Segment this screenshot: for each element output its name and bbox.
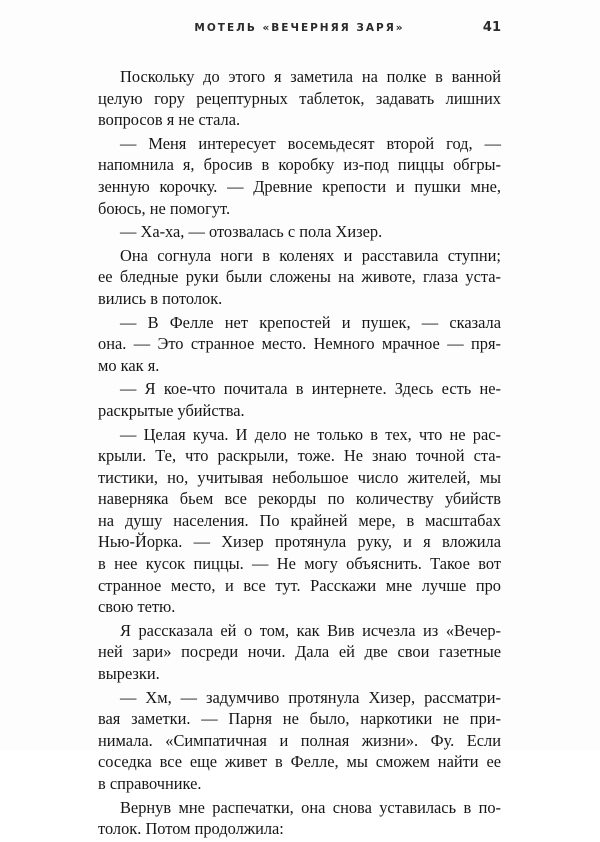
text-line: раскрытые убийства.: [98, 400, 245, 420]
paragraph: [98, 66, 501, 131]
text-line: Поскольку до этого я заметила на полке в ванной: [120, 67, 501, 86]
text-line: крыли. Те, что раскрыли, тоже. Не знаю точной ста-: [98, 446, 501, 466]
text-line: вырезки.: [98, 664, 160, 684]
page-header: [98, 20, 501, 42]
text-line: вая заметки. — Парня не было, наркотики не при-: [98, 709, 501, 729]
text-line: Вернув мне распечатки, она снова уставилась в по-: [120, 797, 501, 817]
text-line: она. — Это странное место. Немного мрачное — пря-: [98, 334, 501, 354]
paragraph: [98, 378, 501, 421]
text-line: вопросов я не стала.: [98, 110, 241, 130]
text-line: наверняка бьем все рекорды по количеству убийств: [98, 489, 501, 509]
paragraph: [98, 133, 501, 219]
text-line: тистики, но, учитывая небольшое число жителей, мы: [98, 467, 501, 487]
body-text: [98, 66, 501, 842]
text-line: — В Фелле нет крепостей и пушек, — сказала: [120, 312, 501, 332]
text-line: Она согнула ноги в коленях и расставила ступни;: [120, 245, 501, 265]
text-line: — Меня интересует восемьдесят второй год, —: [120, 133, 501, 153]
text-line: Я рассказала ей о том, как Вив исчезла из «Вечер-: [120, 620, 501, 640]
text-line: вились в потолок.: [98, 288, 223, 308]
text-line: целую гору рецептурных таблеток, задавать лишних: [98, 88, 501, 108]
paragraph: [98, 687, 501, 795]
text-line: на душу населения. По крайней мере, в масштабах: [98, 510, 501, 530]
text-line: — Целая куча. И дело не только в тех, что не рас-: [120, 424, 501, 444]
text-line: Нью-Йорка. — Хизер протянула руку, и я вложила: [98, 532, 501, 552]
text-line: мо как я.: [98, 355, 160, 375]
text-line: ее бледные руки были сложены на животе, глаза уста-: [98, 267, 501, 287]
text-line: — Ха-ха, — отозвалась с пола Хизер.: [120, 222, 383, 242]
text-line: в справочнике.: [98, 774, 202, 793]
text-line: соседка все еще живет в Фелле, мы сможем найти ее: [98, 752, 501, 772]
text-line: — Хм, — задумчиво протянула Хизер, рассматри-: [120, 687, 501, 707]
paragraph: [98, 797, 501, 840]
paragraph: [98, 312, 501, 377]
text-line: свою тетю.: [98, 597, 176, 617]
text-line: в нее кусок пиццы. — Не могу объяснить. Такое вот: [98, 554, 501, 574]
text-line: ней зари» посреди ночи. Дала ей две свои газетные: [98, 642, 501, 662]
text-line: зенную корочку. — Древние крепости и пушки мне,: [98, 176, 501, 196]
text-line: — Я кое-что почитала в интернете. Здесь есть не-: [120, 379, 501, 399]
paragraph: [98, 221, 501, 243]
page-number: 41: [482, 20, 501, 35]
text-line: боюсь, не помогут.: [98, 198, 231, 218]
text-line: странное место, и все тут. Расскажи мне лучше про: [98, 575, 501, 595]
text-line: толок. Потом продолжила:: [98, 819, 284, 839]
paragraph: [98, 245, 501, 310]
paragraph: [98, 424, 501, 618]
text-line: нимала. «Симпатичная и полная жизни». Фу. Если: [98, 730, 501, 750]
paragraph: [98, 620, 501, 685]
text-line: напомнила я, бросив в коробку из-под пиццы обгры-: [98, 155, 501, 175]
running-title: МОТЕЛЬ «ВЕЧЕРНЯЯ ЗАРЯ»: [194, 22, 405, 34]
